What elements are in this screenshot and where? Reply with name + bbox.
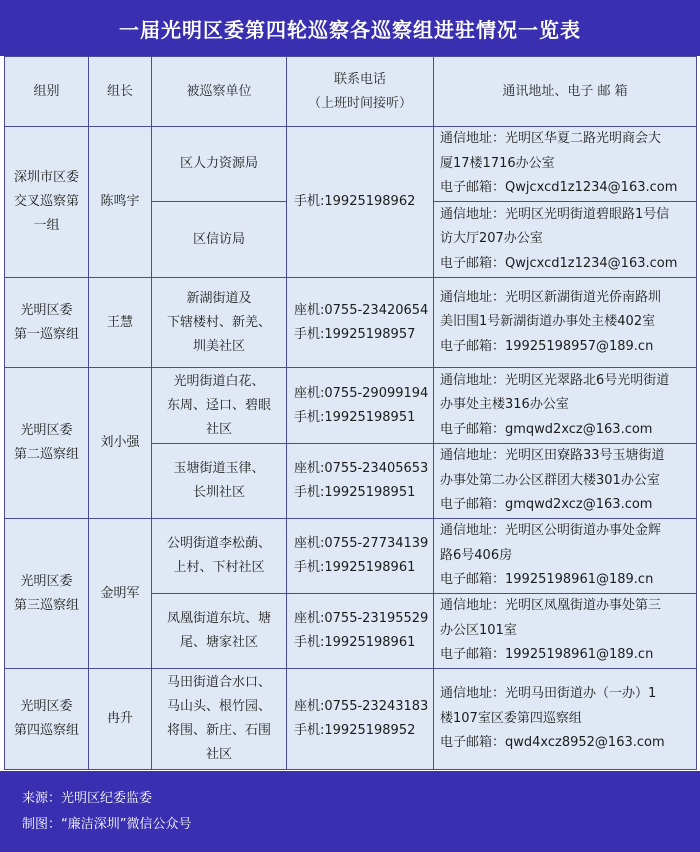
unit-cell: 区人力资源局 <box>152 127 287 202</box>
phone-cell: 座机:0755-27734139 手机:19925198961 <box>287 519 434 594</box>
address-cell: 通信地址：光明区华夏二路光明商会大 厦17楼1716办公室 电子邮箱：Qwjcxcd1z1234@163.com <box>434 127 697 202</box>
header-unit: 被巡察单位 <box>152 57 287 127</box>
header-phone-line1: 联系电话 <box>333 71 386 87</box>
header-group: 组别 <box>5 57 89 127</box>
table-row <box>5 368 697 444</box>
source-text: 来源：光明区纪委监委 <box>22 791 153 806</box>
phone-cell: 座机:0755-23405653 手机:19925198951 <box>287 444 434 519</box>
header-leader: 组长 <box>89 57 152 127</box>
group-cell: 光明区委 第三巡察组 <box>5 519 89 669</box>
phone-cell: 座机:0755-23195529 手机:19925198961 <box>287 594 434 669</box>
unit-cell: 区信访局 <box>152 202 287 278</box>
group-cell: 深圳市区委 交叉巡察第 一组 <box>5 127 89 278</box>
unit-cell: 玉塘街道玉律、 长圳社区 <box>152 444 287 519</box>
group-cell: 光明区委 第一巡察组 <box>5 278 89 368</box>
address-cell: 通信地址：光明区光翠路北6号光明街道 办事处主楼316办公室 电子邮箱：gmqwd2xcz@163.com <box>434 368 697 444</box>
header-address: 通讯地址、电子 邮 箱 <box>434 57 697 127</box>
address-cell: 通信地址：光明区新湖街道光侨南路圳 美旧围1号新湖街道办事处主楼402室 电子邮箱：19925198957@189.cn <box>434 278 697 368</box>
inspection-table <box>4 56 697 770</box>
phone-cell: 手机:19925198962 <box>287 127 434 278</box>
header-phone <box>287 57 434 127</box>
unit-cell: 凤凰街道东坑、塘 尾、塘家社区 <box>152 594 287 669</box>
unit-cell: 公明街道李松蓢、 上村、下村社区 <box>152 519 287 594</box>
address-cell: 通信地址：光明区公明街道办事处金辉 路6号406房 电子邮箱：19925198961@189.cn <box>434 519 697 594</box>
leader-cell: 金明军 <box>89 519 152 669</box>
address-cell: 通信地址：光明区凤凰街道办事处第三 办公区101室 电子邮箱：19925198961@189.cn <box>434 594 697 669</box>
address-cell: 通信地址：光明区田寮路33号玉塘街道 办事处第二办公区群团大楼301办公室 电子邮箱：gmqwd2xcz@163.com <box>434 444 697 519</box>
table-row <box>5 127 697 202</box>
unit-cell: 光明街道白花、 东周、迳口、碧眼 社区 <box>152 368 287 444</box>
table-row <box>5 278 697 368</box>
page-title: 一届光明区委第四轮巡察各巡察组进驻情况一览表 <box>0 0 700 56</box>
unit-cell: 马田街道合水口、 马山头、根竹园、 将围、新庄、石围 社区 <box>152 669 287 770</box>
address-cell: 通信地址：光明马田街道办（一办）1 楼107室区委第四巡察组 电子邮箱：qwd4xcz8952@163.com <box>434 669 697 770</box>
leader-cell: 王慧 <box>89 278 152 368</box>
header-row <box>5 57 697 127</box>
group-cell: 光明区委 第二巡察组 <box>5 368 89 519</box>
header-phone-line2: （上班时间接听） <box>307 95 412 111</box>
leader-cell: 陈鸣宇 <box>89 127 152 278</box>
phone-cell: 座机:0755-23243183 手机:19925198952 <box>287 669 434 770</box>
leader-cell: 刘小强 <box>89 368 152 519</box>
group-cell: 光明区委 第四巡察组 <box>5 669 89 770</box>
leader-cell: 冉升 <box>89 669 152 770</box>
table-row <box>5 519 697 594</box>
table-row <box>5 669 697 770</box>
address-cell: 通信地址：光明区光明街道碧眼路1号信 访大厅207办公室 电子邮箱：Qwjcxcd1z1234@163.com <box>434 202 697 278</box>
unit-cell: 新湖街道及 下辖楼村、新羌、 圳美社区 <box>152 278 287 368</box>
credit-text: 制图：“廉洁深圳”微信公众号 <box>22 817 192 832</box>
phone-cell: 座机:0755-29099194 手机:19925198951 <box>287 368 434 444</box>
phone-cell: 座机:0755-23420654 手机:19925198957 <box>287 278 434 368</box>
footer-banner <box>0 771 700 852</box>
